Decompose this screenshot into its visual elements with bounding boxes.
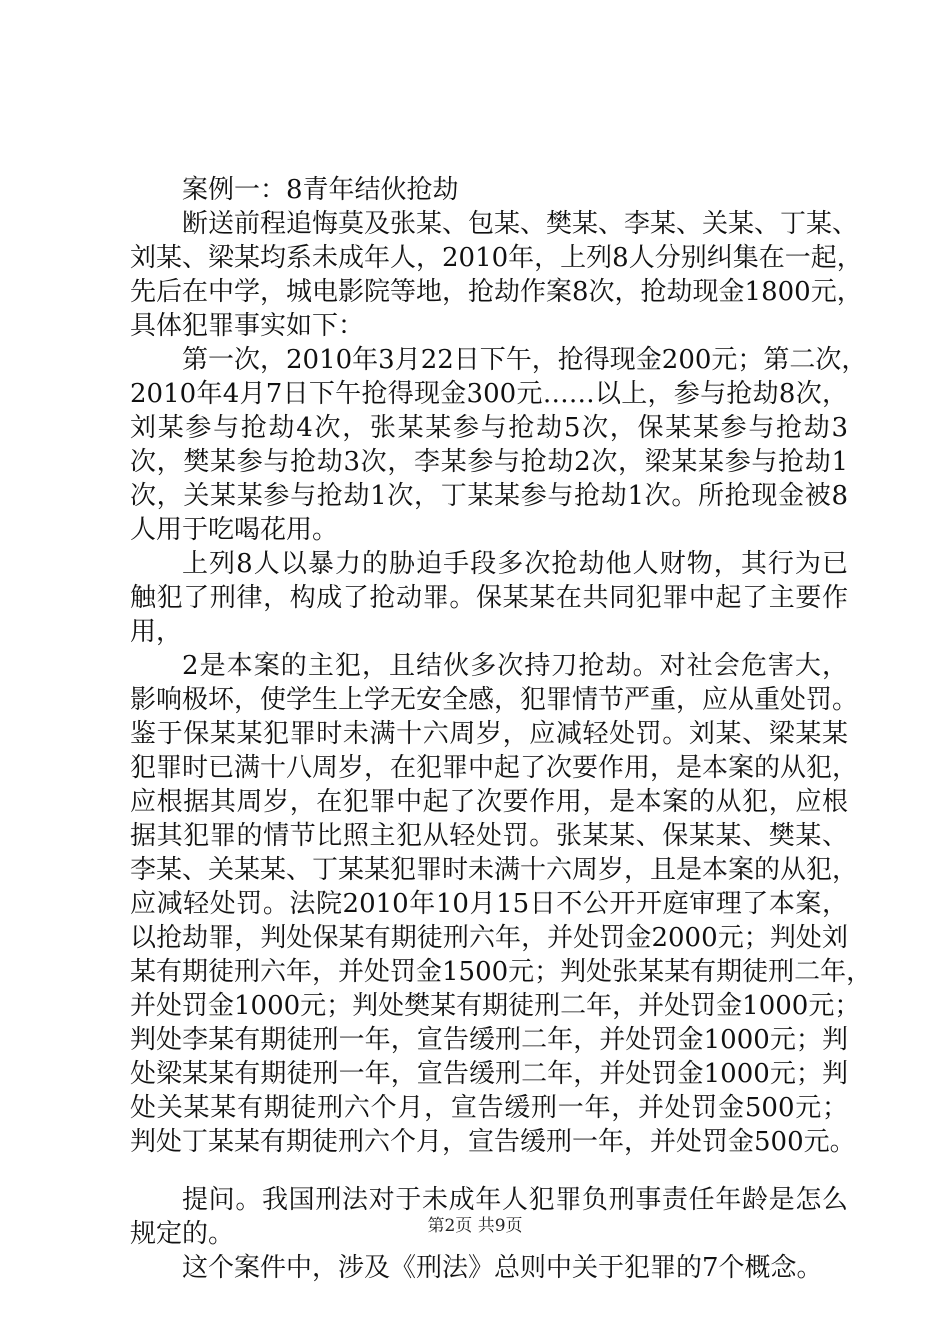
paragraph-5-line: 规定的。 — [130, 1219, 235, 1249]
document-body — [130, 173, 873, 1285]
paragraph-4-line: 应根据其周岁，在犯罪中起了次要作用，是本案的从犯，应根 — [130, 787, 848, 817]
paragraph-4-line: 判处李某有期徒刑一年，宣告缓刑二年，并处罚金1000元；判 — [130, 1025, 848, 1055]
paragraph-2-line: 人用于吃喝花用。 — [130, 515, 339, 545]
paragraph-2-line: 次，樊某参与抢劫3次，李某参与抢劫2次，梁某某参与抢劫1 — [130, 447, 848, 477]
paragraph-gap — [130, 1159, 848, 1183]
paragraph-4-line: 影响极坏，使学生上学无安全感，犯罪情节严重，应从重处罚。 — [130, 685, 859, 715]
paragraph-4-line: 鉴于保某某犯罪时未满十六周岁，应减轻处罚。刘某、梁某某 — [130, 719, 848, 749]
paragraph-1-line: 具体犯罪事实如下： — [130, 311, 365, 341]
paragraph-2-line: 2010年4月7日下午抢得现金300元……以上，参与抢劫8次， — [130, 379, 848, 409]
paragraph-5-line: 提问。我国刑法对于未成年人犯罪负刑事责任年龄是怎么 — [182, 1185, 848, 1215]
paragraph-4-line: 据其犯罪的情节比照主犯从轻处罚。张某某、保某某、樊某、 — [130, 821, 848, 851]
page-footer: 第2页 共9页 — [427, 1216, 523, 1236]
paragraph-4-line: 判处丁某某有期徒刑六个月，宣告缓刑一年，并处罚金500元。 — [130, 1127, 856, 1157]
case-heading: 案例一：8青年结伙抢劫 — [182, 175, 459, 205]
paragraph-2-line: 次，关某某参与抢劫1次，丁某某参与抢劫1次。所抢现金被8 — [130, 481, 848, 511]
paragraph-3-line: 上列8人以暴力的胁迫手段多次抢劫他人财物，其行为已 — [182, 549, 848, 579]
paragraph-1-line: 先后在中学，城电影院等地，抢劫作案8次，抢劫现金1800元， — [130, 277, 863, 307]
paragraph-4-line: 2是本案的主犯，且结伙多次持刀抢劫。对社会危害大， — [182, 651, 848, 681]
paragraph-1-line: 断送前程追悔莫及张某、包某、樊某、李某、关某、丁某、 — [182, 209, 859, 239]
paragraph-4-line: 处梁某某有期徒刑一年，宣告缓刑二年，并处罚金1000元；判 — [130, 1059, 848, 1089]
paragraph-1-line: 刘某、梁某均系未成年人，2010年，上列8人分别纠集在一起， — [130, 243, 863, 273]
paragraph-4-line: 某有期徒刑六年，并处罚金1500元；判处张某某有期徒刑二年， — [130, 957, 873, 987]
paragraph-3-line: 触犯了刑律，构成了抢动罪。保某某在共同犯罪中起了主要作 — [130, 583, 848, 613]
paragraph-3-line: 用， — [130, 617, 183, 647]
paragraph-6-line: 这个案件中，涉及《刑法》总则中关于犯罪的7个概念。 — [182, 1253, 823, 1283]
paragraph-4-line: 处关某某有期徒刑六个月，宣告缓刑一年，并处罚金500元； — [130, 1093, 848, 1123]
paragraph-2-line: 刘某参与抢劫4次，张某某参与抢劫5次，保某某参与抢劫3 — [130, 413, 848, 443]
paragraph-4-line: 应减轻处罚。法院2010年10月15日不公开开庭审理了本案， — [130, 889, 848, 919]
paragraph-4-line: 以抢劫罪，判处保某有期徒刑六年，并处罚金2000元；判处刘 — [130, 923, 848, 953]
paragraph-4-line: 犯罪时已满十八周岁，在犯罪中起了次要作用，是本案的从犯， — [130, 753, 859, 783]
paragraph-4-line: 并处罚金1000元；判处樊某有期徒刑二年，并处罚金1000元； — [130, 991, 861, 1021]
paragraph-4-line: 李某、关某某、丁某某犯罪时未满十六周岁，且是本案的从犯， — [130, 855, 859, 885]
paragraph-2-line: 第一次，2010年3月22日下午，抢得现金200元；第二次， — [182, 345, 868, 375]
